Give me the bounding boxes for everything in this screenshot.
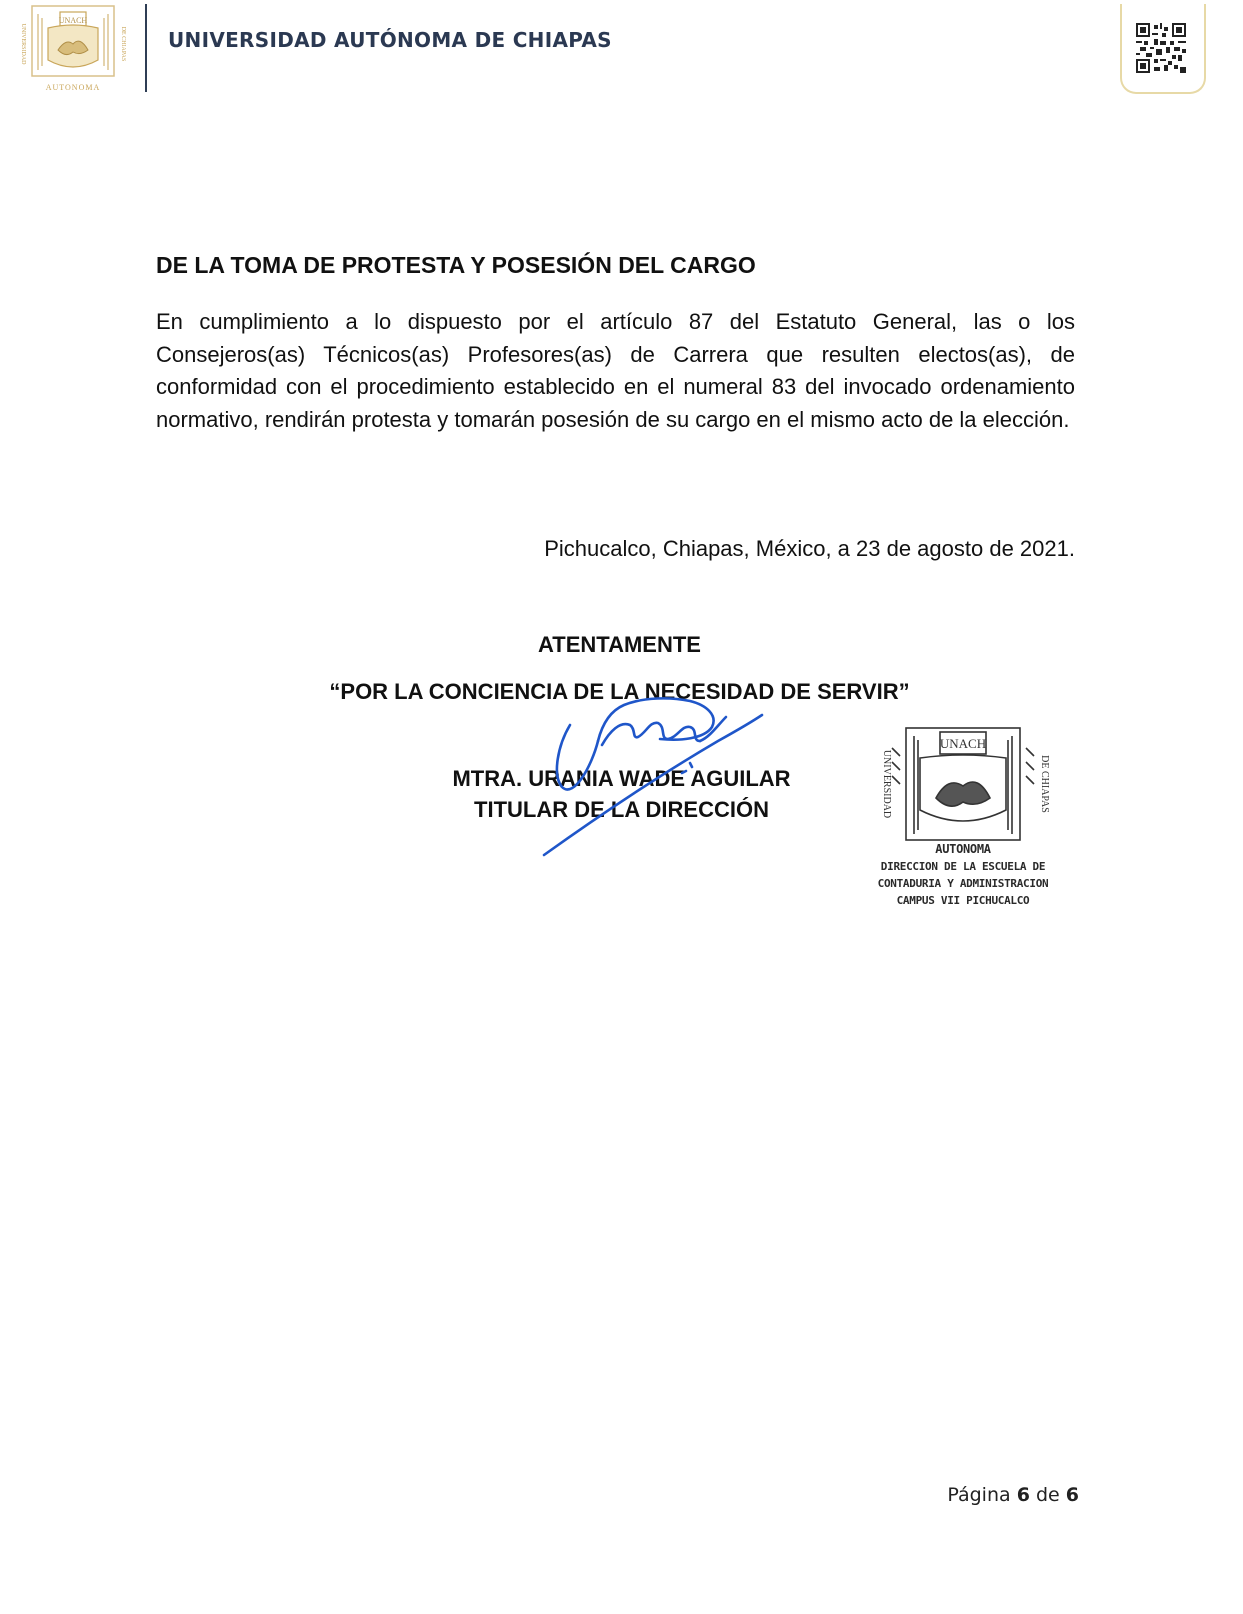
university-logo	[18, 4, 128, 94]
stamp-line: DIRECCION DE LA ESCUELA DE	[880, 860, 1046, 873]
stamp-line: CAMPUS VII PICHUCALCO	[896, 894, 1030, 907]
body-paragraph: En cumplimiento a lo dispuesto por el artículo 87 del Estatuto General, las o los Consejeros(as) Técnicos(as) Profesores(as) de Carrera que resulten electos(as), de conformidad con el procedimiento establecido en el numeral 83 del invocado ordenamiento normativo, rendirán protesta y tomarán posesión de su cargo en el mismo acto de la elección.	[156, 309, 1075, 432]
official-stamp	[878, 728, 1048, 846]
page-label: Página	[947, 1484, 1011, 1506]
stamp-right-text: DE CHIAPAS	[1039, 755, 1050, 813]
logo-top-text: UNACH	[58, 16, 88, 25]
unach-shield-icon	[18, 4, 128, 94]
logo-bottom-text: AUTONOMA	[45, 83, 101, 92]
current-page: 6	[1016, 1484, 1030, 1506]
stamp-seal-icon	[878, 728, 1048, 846]
header-divider	[145, 4, 147, 92]
institution-name: UNIVERSIDAD AUTÓNOMA DE CHIAPAS	[168, 28, 612, 52]
place-date: Pichucalco, Chiapas, México, a 23 de agosto de 2021.	[544, 536, 1075, 561]
logo-right-text: DE CHIAPAS	[120, 26, 126, 62]
motto: “POR LA CONCIENCIA DE LA NECESIDAD DE SERVIR”	[329, 679, 910, 704]
logo-left-text: UNIVERSIDAD	[20, 23, 26, 65]
total-pages: 6	[1065, 1484, 1079, 1506]
stamp-line: CONTADURIA Y ADMINISTRACION	[877, 877, 1049, 890]
stamp-line: AUTONOMA	[935, 842, 991, 856]
page-number	[947, 1484, 1079, 1506]
stamp-left-text: UNIVERSIDAD	[881, 749, 892, 819]
of-label: de	[1035, 1484, 1060, 1506]
signer-name: MTRA. URANIA WADE AGUILAR	[452, 766, 791, 791]
signer-title: TITULAR DE LA DIRECCIÓN	[474, 797, 769, 822]
section-title: DE LA TOMA DE PROTESTA Y POSESIÓN DEL CARGO	[156, 252, 756, 278]
qr-code-icon	[1136, 23, 1186, 73]
stamp-top-text: UNACH	[939, 736, 987, 751]
salutation: ATENTAMENTE	[538, 632, 701, 657]
handwritten-signature	[540, 645, 790, 855]
